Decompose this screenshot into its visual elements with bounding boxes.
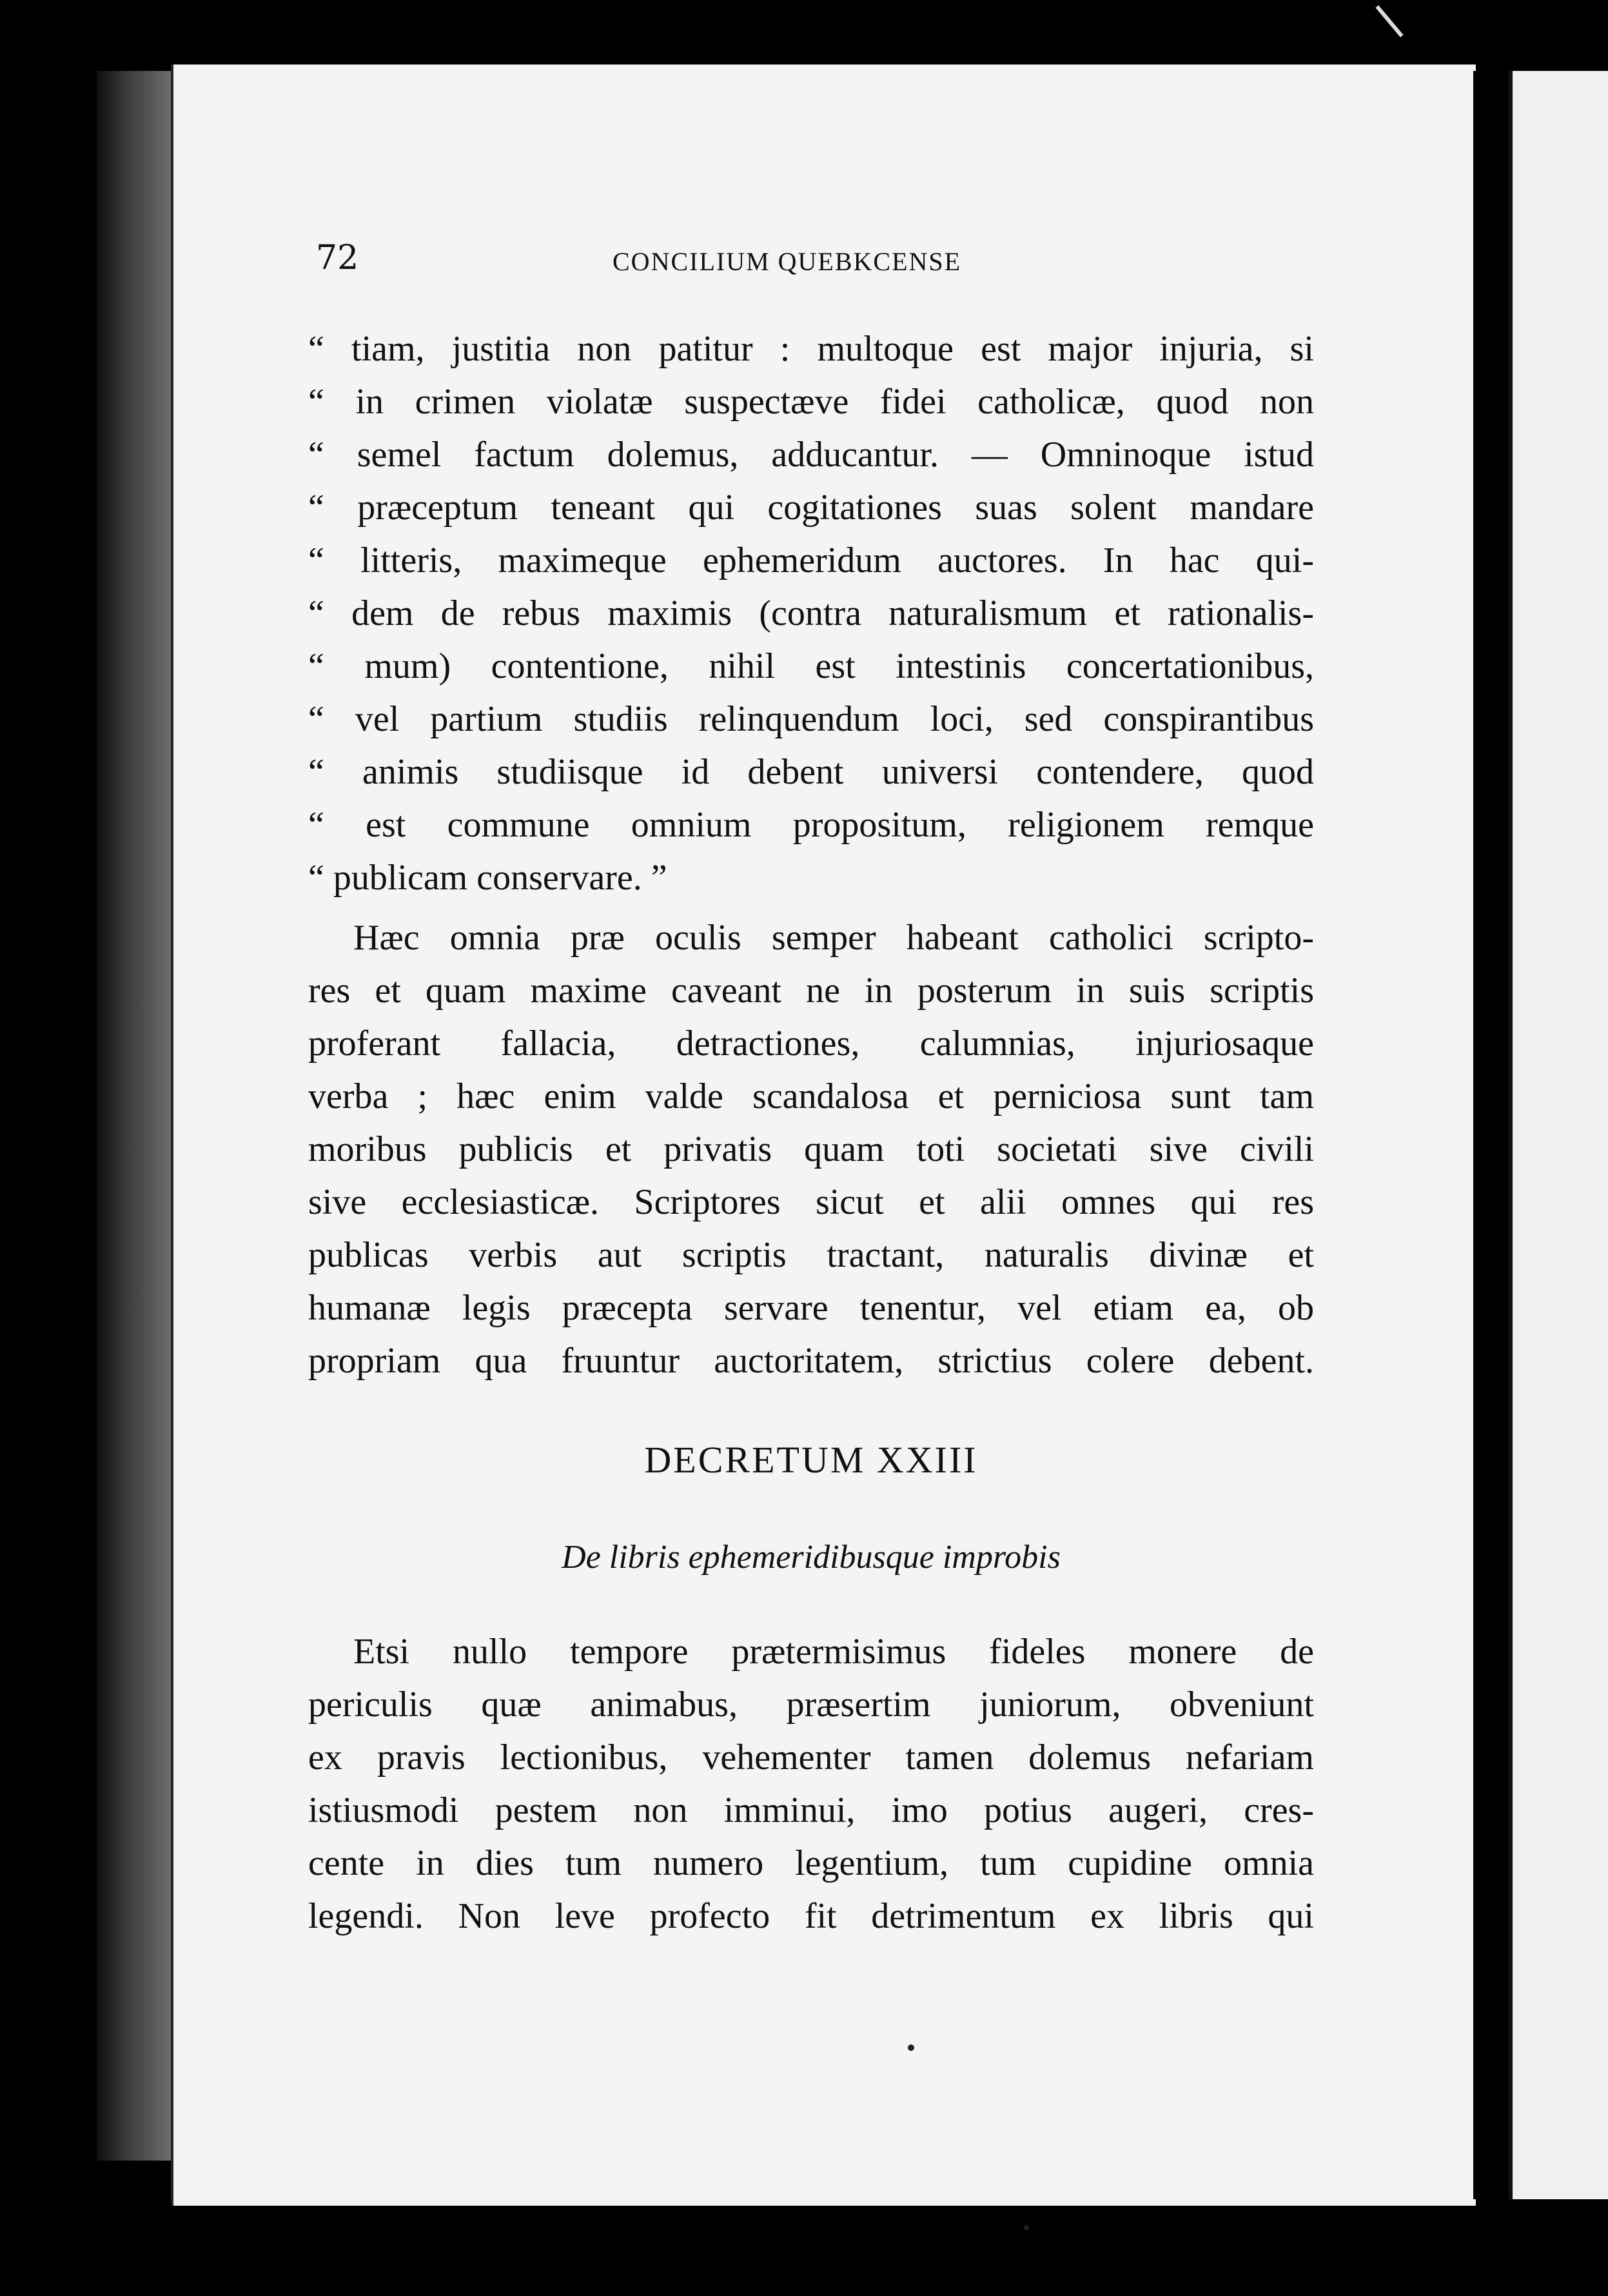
quote-line: “ publicam conservare. ” (308, 858, 667, 898)
paragraph-line: periculis quæ animabus, præsertim juniorum, obveniunt (308, 1685, 1314, 1725)
page-number: 72 (316, 239, 359, 277)
paragraph-line: istiusmodi pestem non imminui, imo potius augeri, cres- (308, 1790, 1314, 1830)
scan-corner-mark (1375, 5, 1403, 37)
paragraph-line: cente in dies tum numero legentium, tum cupidine omnia (308, 1843, 1314, 1883)
print-speck (908, 2044, 914, 2051)
paragraph-line: proferant fallacia, detractiones, calumnias, injuriosaque (308, 1024, 1314, 1064)
paragraph-line: res et quam maxime caveant ne in posterum in suis scriptis (308, 971, 1314, 1011)
paragraph-line: Hæc omnia præ oculis semper habeant catholici scripto- (353, 918, 1314, 958)
decree-title: DECRETUM XXIII (644, 1439, 978, 1481)
print-speck (1024, 2225, 1029, 2230)
paragraph-line: verba ; hæc enim valde scandalosa et perniciosa sunt tam (308, 1076, 1314, 1116)
book-gutter-shadow (97, 71, 181, 2161)
paragraph-line: ex pravis lectionibus, vehementer tamen dolemus nefariam (308, 1737, 1314, 1777)
quote-line: “ in crimen violatæ suspectæve fidei catholicæ, quod non (308, 382, 1314, 422)
paragraph-line: Etsi nullo tempore prætermisimus fideles monere de (353, 1632, 1314, 1672)
paragraph-2 (308, 1625, 1314, 1943)
quotation-block (308, 322, 1314, 904)
facing-page-strip (1509, 71, 1608, 2199)
paragraph-line: sive ecclesiasticæ. Scriptores sicut et alii omnes qui res (308, 1182, 1314, 1222)
paragraph-line: legendi. Non leve profecto fit detrimentum ex libris qui (308, 1896, 1314, 1936)
paragraph-line: propriam qua fruuntur auctoritatem, strictius colere debent. (308, 1341, 1314, 1381)
quote-line: “ litteris, maximeque ephemeridum auctores. In hac qui- (308, 540, 1314, 580)
quote-line: “ semel factum dolemus, adducantur. — Omninoque istud (308, 435, 1314, 475)
quote-line: “ præceptum teneant qui cogitationes suas solent mandare (308, 488, 1314, 528)
quote-line: “ dem de rebus maximis (contra naturalismum et rationalis- (308, 593, 1314, 633)
quote-line: “ vel partium studiis relinquendum loci, sed conspirantibus (308, 699, 1314, 739)
paragraph-line: humanæ legis præcepta servare tenentur, vel etiam ea, ob (308, 1288, 1314, 1328)
quote-line: “ tiam, justitia non patitur : multoque est major injuria, si (308, 329, 1314, 369)
paragraph-1 (308, 911, 1314, 1387)
quote-line: “ est commune omnium propositum, religionem remque (308, 805, 1314, 845)
paragraph-line: publicas verbis aut scriptis tractant, naturalis divinæ et (308, 1235, 1314, 1275)
page-edge-dark (1473, 71, 1509, 2199)
paragraph-line: moribus publicis et privatis quam toti societati sive civili (308, 1129, 1314, 1169)
decree-subtitle: De libris ephemeridibusque improbis (562, 1539, 1061, 1576)
quote-line: “ mum) contentione, nihil est intestinis concertationibus, (308, 646, 1314, 686)
quote-line: “ animis studiisque id debent universi contendere, quod (308, 752, 1314, 792)
running-title: CONCILIUM QUEBKCENSE (613, 247, 962, 276)
running-head (316, 239, 1309, 277)
